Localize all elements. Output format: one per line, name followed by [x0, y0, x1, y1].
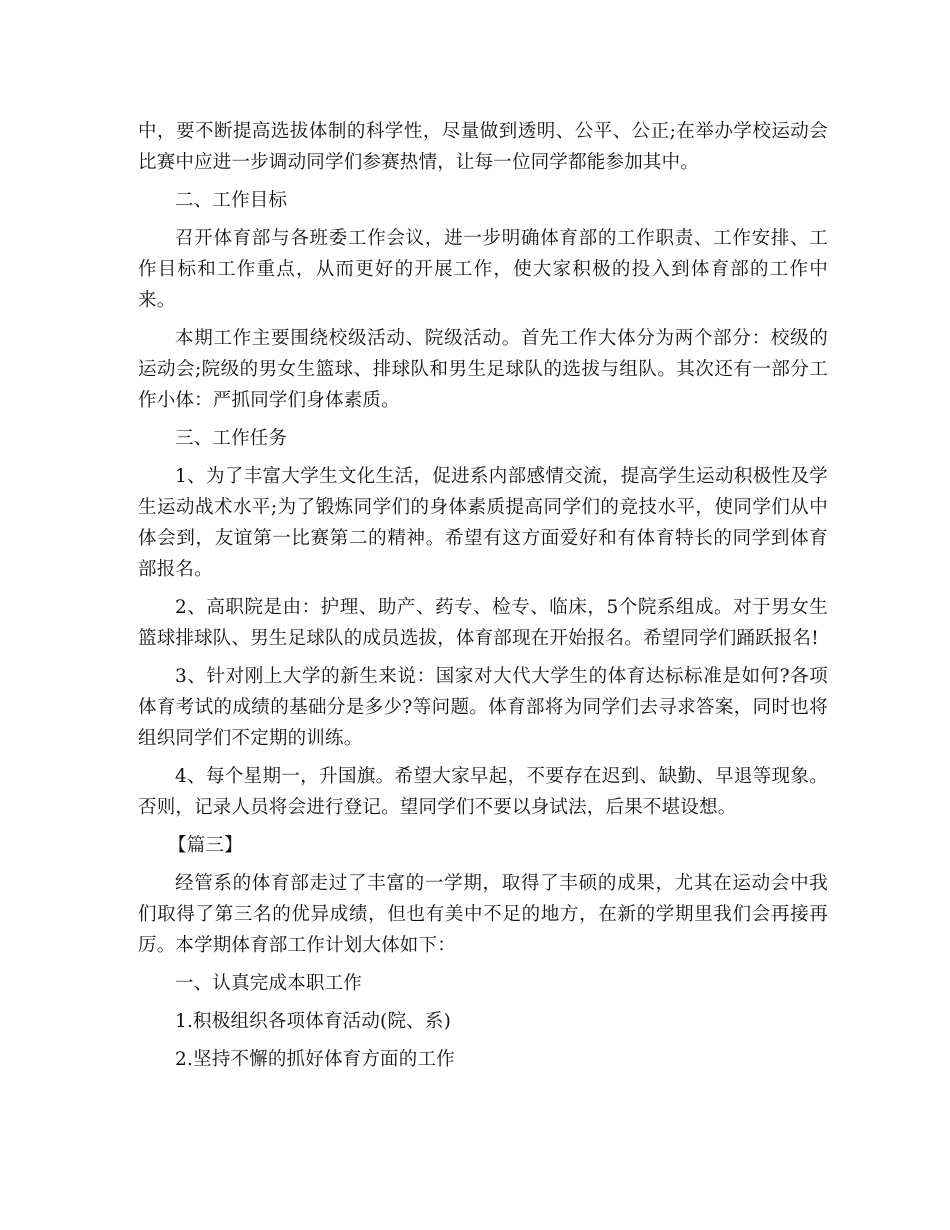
paragraph-task-4: 4、每个星期一，升国旗。希望大家早起，不要存在迟到、缺勤、早退等现象。否则，记录人员将会进行登记。望同学们不要以身试法，后果不堪设想。 [138, 766, 828, 818]
paragraph-task-1: 1、为了丰富大学生文化生活，促进系内部感情交流，提高学生运动积极性及学生运动战术水平;为了锻炼同学们的身体素质提高同学们的竞技水平，使同学们从中体会到，友谊第一比赛第二的精神。希望有这方面爱好和有体育特长的同学到体育部报名。 [138, 466, 828, 580]
paragraph-task-2: 2、高职院是由：护理、助产、药专、检专、临床，5个院系组成。对于男女生篮球排球队、男生足球队的成员选拔，体育部现在开始报名。希望同学们踊跃报名! [138, 597, 828, 649]
paragraph-task-3: 3、针对刚上大学的新生来说：国家对大代大学生的体育达标标准是如何?各项体育考试的成绩的基础分是多少?等问题。体育部将为同学们去寻求答案，同时也将组织同学们不定期的训练。 [138, 666, 828, 749]
paragraph-continuation: 中，要不断提高选拔体制的科学性，尽量做到透明、公平、公正;在举办学校运动会比赛中应进一步调动同学们参赛热情，让每一位同学都能参加其中。 [138, 121, 828, 173]
heading-complete-duties: 一、认真完成本职工作 [175, 973, 363, 994]
heading-work-goals: 二、工作目标 [175, 190, 288, 211]
paragraph-activities: 本期工作主要围绕校级活动、院级活动。首先工作大体分为两个部分：校级的运动会;院级的男女生篮球、排球队和男生足球队的选拔与组队。其次还有一部分工作小体：严抓同学们身体素质。 [138, 328, 828, 411]
document-body [138, 116, 828, 1082]
section-heading-part-three: 【篇三】 [168, 835, 243, 856]
heading-work-tasks: 三、工作任务 [175, 428, 288, 449]
list-item-1: 1.积极组织各项体育活动(院、系) [175, 1011, 451, 1032]
paragraph-part-three-intro: 经管系的体育部走过了丰富的一学期，取得了丰硕的成果，尤其在运动会中我们取得了第三名的优异成绩，但也有美中不足的地方，在新的学期里我们会再接再厉。本学期体育部工作计划大体如下： [138, 873, 828, 956]
list-item-2: 2.坚持不懈的抓好体育方面的工作 [175, 1049, 455, 1070]
paragraph-meeting: 召开体育部与各班委工作会议，进一步明确体育部的工作职责、工作安排、工作目标和工作重点，从而更好的开展工作，使大家积极的投入到体育部的工作中来。 [138, 228, 828, 311]
